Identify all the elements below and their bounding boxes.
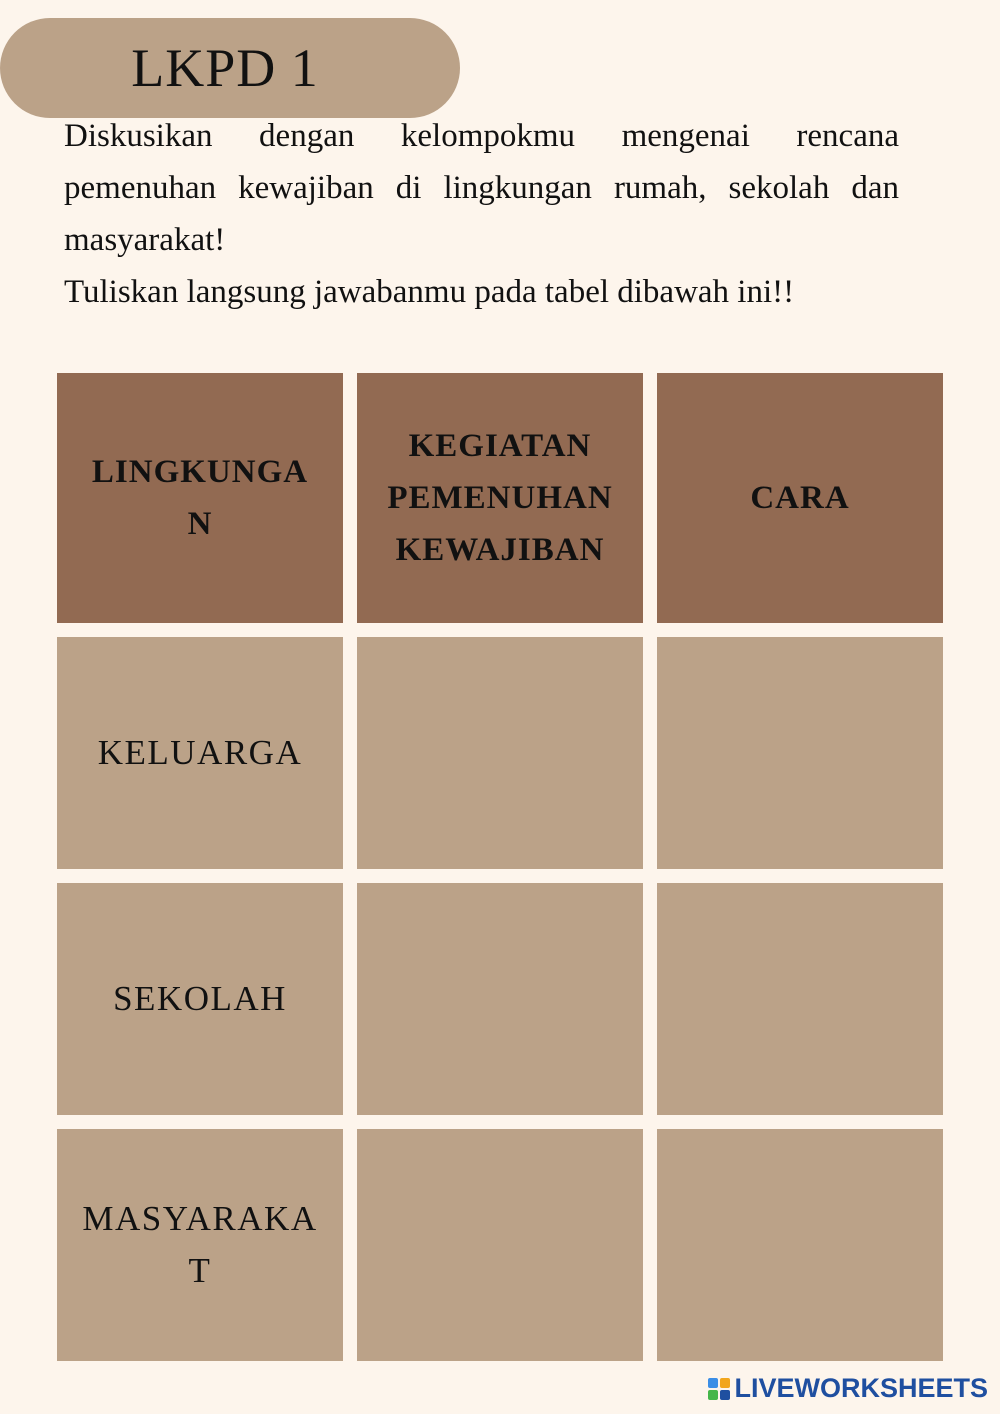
row-label-keluarga: KELUARGA (57, 637, 343, 869)
header-cara: CARA (657, 373, 943, 623)
liveworksheets-logo[interactable] (708, 1373, 988, 1404)
input-masyarakat-kegiatan[interactable] (357, 1129, 643, 1361)
input-sekolah-cara[interactable] (657, 883, 943, 1115)
input-keluarga-kegiatan[interactable] (357, 637, 643, 869)
row-label-masyarakat: MASYARAKAT (57, 1129, 343, 1361)
input-masyarakat-cara[interactable] (657, 1129, 943, 1361)
liveworksheets-logo-icon (708, 1378, 730, 1400)
instructions (64, 110, 899, 318)
instruction-discuss: Diskusikan dengan kelompokmu mengenai rencana pemenuhan kewajiban di lingkungan rumah, sekolah dan masyarakat! (64, 118, 899, 258)
header-lingkungan: LINGKUNGAN (57, 373, 343, 623)
input-keluarga-cara[interactable] (657, 637, 943, 869)
input-sekolah-kegiatan[interactable] (357, 883, 643, 1115)
row-label-sekolah: SEKOLAH (57, 883, 343, 1115)
worksheet-title: LKPD 1 (0, 18, 460, 118)
liveworksheets-brand-text: LIVEWORKSHEETS (734, 1373, 988, 1403)
header-kegiatan: KEGIATAN PEMENUHAN KEWAJIBAN (357, 373, 643, 623)
answer-table (57, 373, 943, 1361)
instruction-write: Tuliskan langsung jawabanmu pada tabel dibawah ini!! (64, 274, 795, 310)
